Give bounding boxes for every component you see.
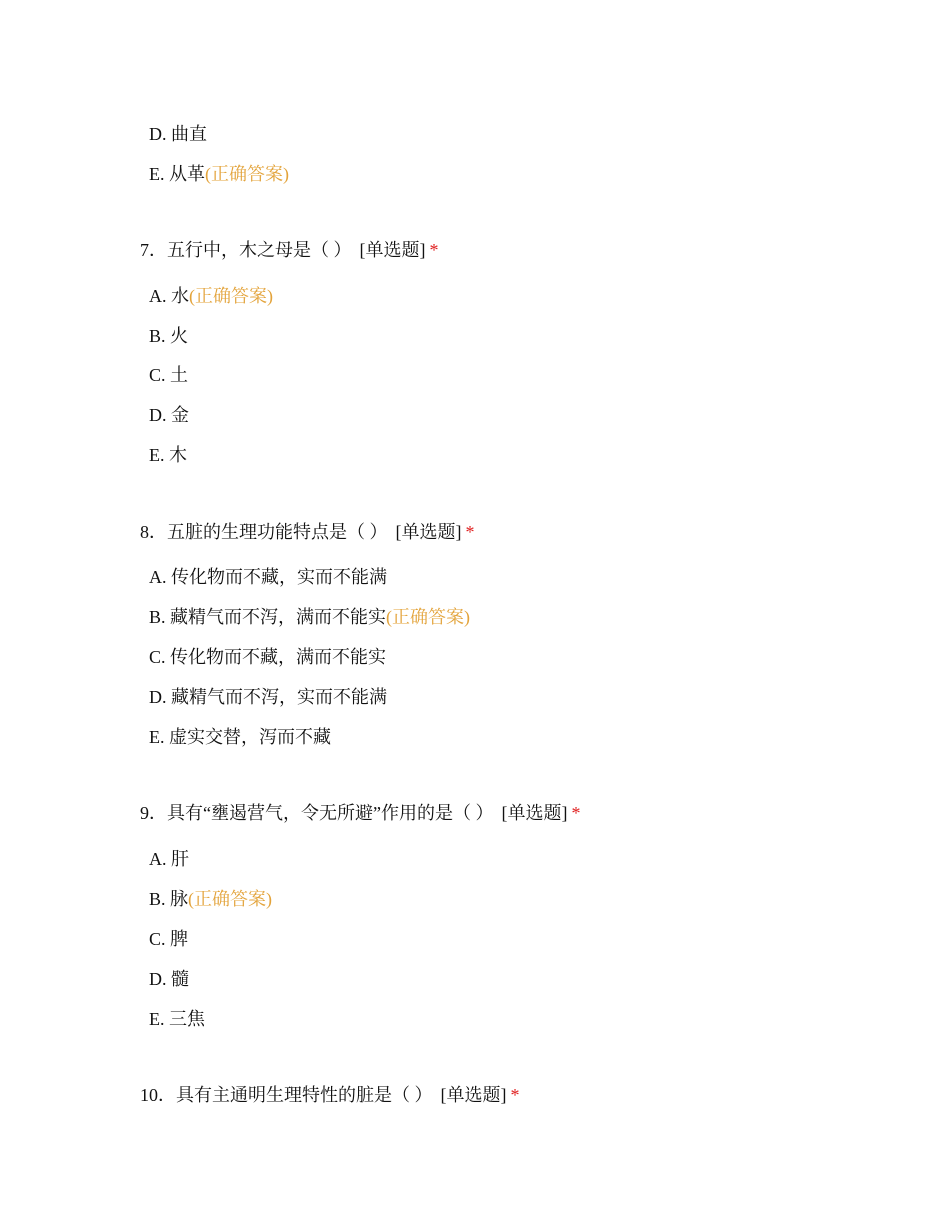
- question-9-title: [140, 802, 580, 824]
- required-mark: *: [429, 240, 439, 260]
- option-text: E. 三焦: [149, 1009, 205, 1029]
- option-text: A. 水: [149, 286, 189, 306]
- correct-answer-mark: (正确答案): [386, 607, 471, 627]
- option-text: D. 曲直: [149, 124, 207, 144]
- required-mark: *: [510, 1085, 520, 1105]
- correct-answer-mark: (正确答案): [205, 164, 289, 184]
- option-text: C. 脾: [149, 929, 189, 949]
- option-text: B. 藏精气而不泻，满而不能实: [149, 607, 387, 627]
- question-type: [单选题]: [501, 803, 568, 823]
- option-7b: [149, 325, 188, 347]
- option-text: E. 木: [149, 445, 187, 465]
- option-9a: [149, 848, 189, 870]
- option-9c: [149, 928, 188, 950]
- option-text: B. 脉: [149, 889, 189, 909]
- option-8e: [149, 726, 331, 748]
- option-7d: [149, 404, 189, 426]
- option-6d: [149, 123, 207, 145]
- option-text: E. 从革: [149, 164, 205, 184]
- option-8a: [149, 566, 387, 588]
- question-type: [单选题]: [395, 522, 462, 542]
- option-text: C. 土: [149, 365, 189, 385]
- option-text: D. 藏精气而不泻，实而不能满: [149, 687, 387, 707]
- question-type: [单选题]: [359, 240, 426, 260]
- option-7e: [149, 444, 187, 466]
- option-7a: [149, 285, 273, 307]
- question-text: 7．五行中，木之母是（ ）: [140, 240, 352, 260]
- option-6e: [149, 163, 289, 185]
- question-type: [单选题]: [440, 1085, 507, 1105]
- required-mark: *: [571, 803, 581, 823]
- question-text: 9．具有“壅遏营气，令无所避”作用的是（ ）: [140, 803, 494, 823]
- option-8b: [149, 606, 470, 628]
- option-text: D. 髓: [149, 969, 189, 989]
- question-text: 8．五脏的生理功能特点是（ ）: [140, 522, 388, 542]
- correct-answer-mark: (正确答案): [188, 889, 273, 909]
- option-text: A. 肝: [149, 849, 189, 869]
- option-text: B. 火: [149, 326, 189, 346]
- correct-answer-mark: (正确答案): [189, 286, 273, 306]
- question-text: 10．具有主通明生理特性的脏是（ ）: [140, 1085, 433, 1105]
- option-8c: [149, 646, 386, 668]
- question-10-title: [140, 1084, 520, 1106]
- option-text: D. 金: [149, 405, 189, 425]
- option-8d: [149, 686, 387, 708]
- option-9b: [149, 888, 272, 910]
- option-text: C. 传化物而不藏，满而不能实: [149, 647, 387, 667]
- question-7-title: [140, 239, 439, 261]
- required-mark: *: [465, 522, 475, 542]
- question-8-title: [140, 521, 475, 543]
- option-7c: [149, 364, 188, 386]
- option-text: A. 传化物而不藏，实而不能满: [149, 567, 387, 587]
- option-9e: [149, 1008, 205, 1030]
- option-text: E. 虚实交替，泻而不藏: [149, 727, 331, 747]
- option-9d: [149, 968, 189, 990]
